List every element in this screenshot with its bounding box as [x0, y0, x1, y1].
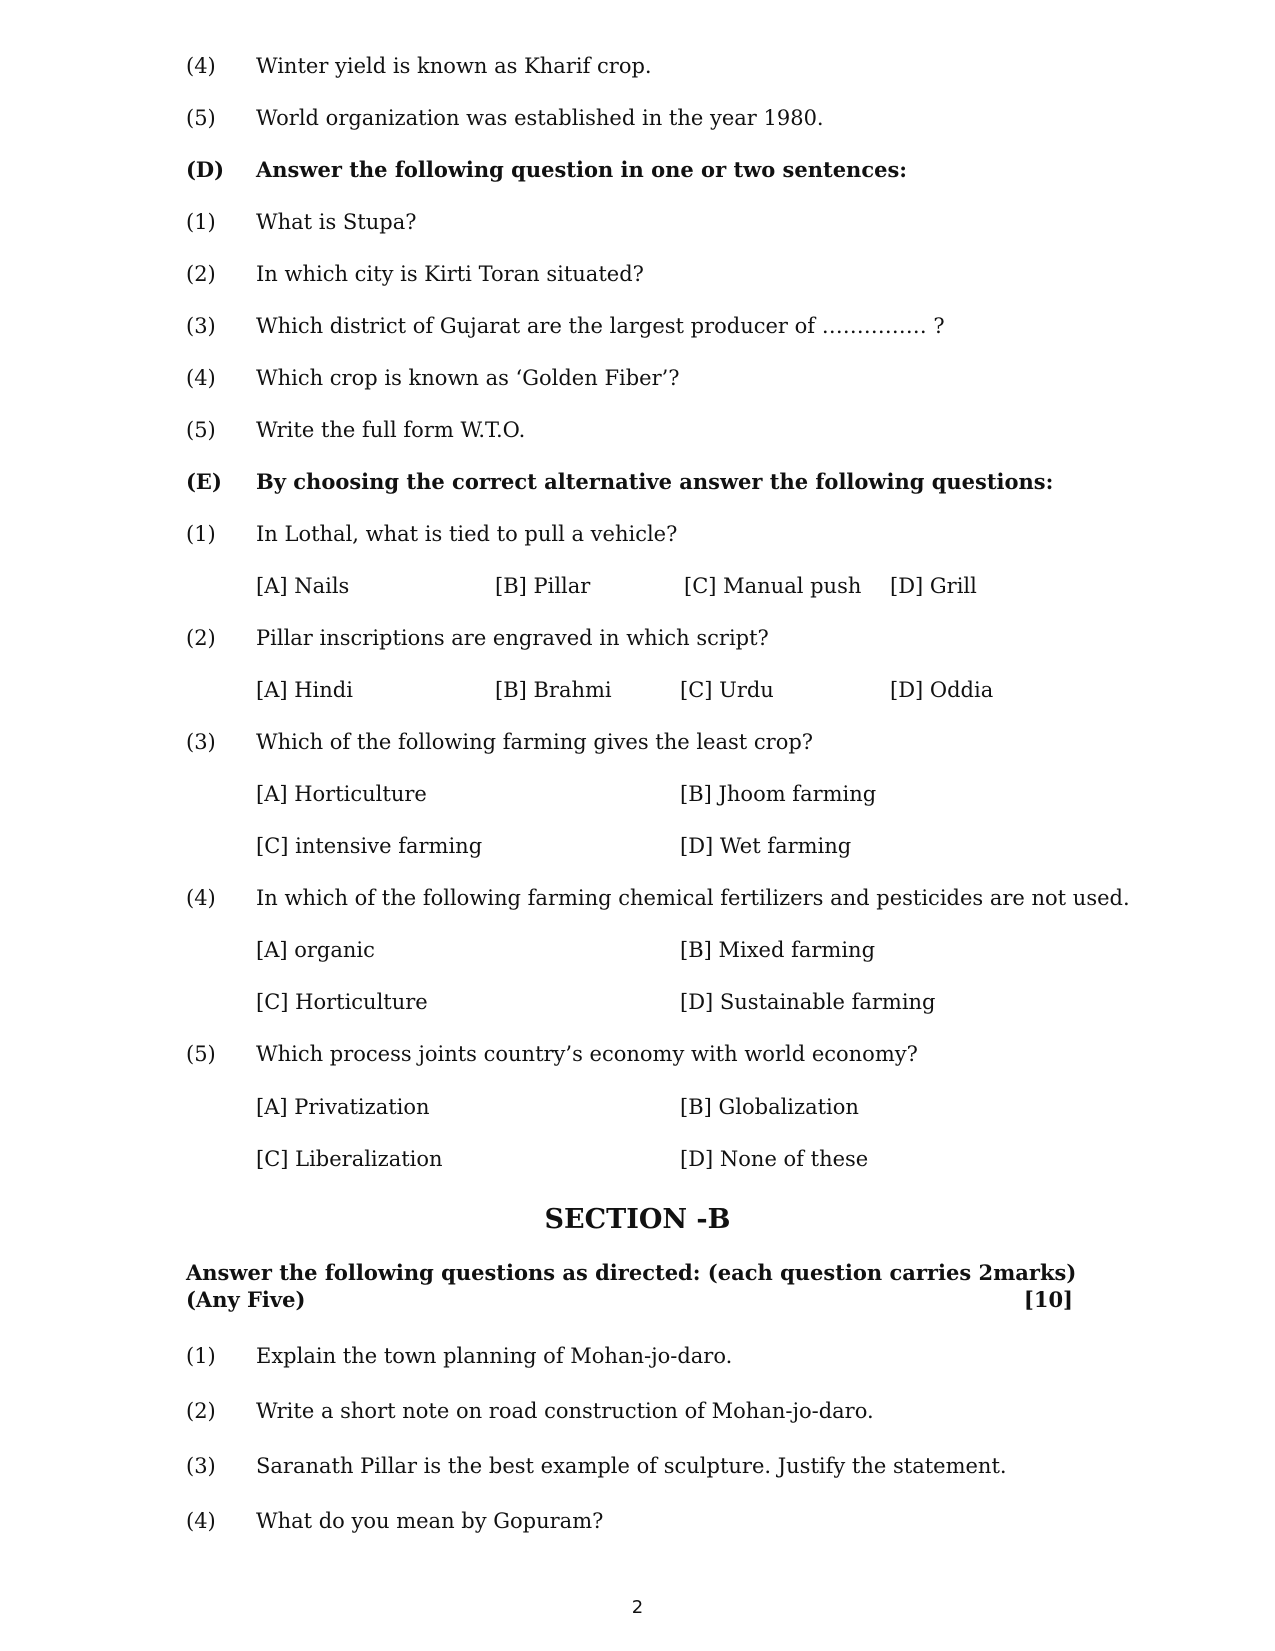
mcq-option: [A] Nails	[256, 574, 350, 598]
question-text: In which of the following farming chemical fertilizers and pesticides are not used.	[256, 886, 1130, 910]
page-number: 2	[631, 1597, 644, 1618]
question-number: (5)	[186, 418, 216, 442]
mcq-option: [B] Brahmi	[495, 678, 612, 702]
question-number: (2)	[186, 626, 216, 650]
question-text: Which crop is known as ‘Golden Fiber’?	[256, 366, 680, 390]
section-b-instruction: Answer the following questions as directed: (each question carries 2marks)	[186, 1260, 1077, 1285]
mcq-option: [D] Grill	[890, 574, 977, 598]
question-number: (5)	[186, 106, 216, 130]
question-number: (4)	[186, 886, 216, 910]
mcq-option: [C] intensive farming	[256, 834, 483, 858]
mcq-option: [D] Oddia	[890, 678, 994, 702]
question-number: (5)	[186, 1042, 216, 1066]
question-text: Pillar inscriptions are engraved in which script?	[256, 626, 769, 650]
mcq-option: [C] Liberalization	[256, 1147, 443, 1171]
question-text: What is Stupa?	[256, 210, 417, 234]
mcq-option: [D] Wet farming	[680, 834, 852, 858]
section-instruction: Answer the following question in one or two sentences:	[256, 157, 908, 182]
question-text: Which of the following farming gives the least crop?	[256, 730, 814, 754]
mcq-option: [A] Horticulture	[256, 782, 427, 806]
question-text: Which district of Gujarat are the largest producer of …………… ?	[256, 314, 945, 338]
section-label: (E)	[186, 469, 222, 494]
section-label: (D)	[186, 157, 225, 182]
question-text: Explain the town planning of Mohan-jo-daro.	[256, 1344, 733, 1368]
mcq-option: [A] Hindi	[256, 678, 353, 702]
mcq-option: [B] Jhoom farming	[680, 782, 877, 806]
question-text: World organization was established in the year 1980.	[256, 106, 824, 130]
question-number: (2)	[186, 1399, 216, 1423]
section-b-title: SECTION -B	[544, 1204, 731, 1235]
question-text: Write a short note on road construction of Mohan-jo-daro.	[256, 1399, 874, 1423]
question-text: Which process joints country’s economy with world economy?	[256, 1042, 918, 1066]
mcq-option: [D] Sustainable farming	[680, 990, 936, 1014]
question-number: (4)	[186, 366, 216, 390]
question-text: Write the full form W.T.O.	[256, 418, 526, 442]
question-text: In which city is Kirti Toran situated?	[256, 262, 644, 286]
mcq-option: [D] None of these	[680, 1147, 869, 1171]
question-text: In Lothal, what is tied to pull a vehicle?	[256, 522, 678, 546]
question-text: Saranath Pillar is the best example of sculpture. Justify the statement.	[256, 1454, 1007, 1478]
question-number: (4)	[186, 54, 216, 78]
question-number: (2)	[186, 262, 216, 286]
section-b-instruction-any-five: (Any Five)	[186, 1287, 306, 1312]
question-number: (1)	[186, 522, 216, 546]
mcq-option: [C] Horticulture	[256, 990, 428, 1014]
mcq-option: [A] Privatization	[256, 1095, 430, 1119]
mcq-option: [B] Globalization	[680, 1095, 859, 1119]
mcq-option: [A] organic	[256, 938, 375, 962]
section-instruction: By choosing the correct alternative answer the following questions:	[256, 469, 1054, 494]
question-number: (3)	[186, 1454, 216, 1478]
question-number: (4)	[186, 1509, 216, 1533]
question-number: (1)	[186, 1344, 216, 1368]
mcq-option: [C] Urdu	[680, 678, 774, 702]
question-text: What do you mean by Gopuram?	[256, 1509, 604, 1533]
section-marks: [10]	[1023, 1287, 1073, 1312]
question-number: (1)	[186, 210, 216, 234]
question-text: Winter yield is known as Kharif crop.	[256, 54, 652, 78]
mcq-option: [B] Pillar	[495, 574, 591, 598]
mcq-option: [B] Mixed farming	[680, 938, 876, 962]
question-number: (3)	[186, 314, 216, 338]
question-number: (3)	[186, 730, 216, 754]
mcq-option: [C] Manual push	[684, 574, 862, 598]
